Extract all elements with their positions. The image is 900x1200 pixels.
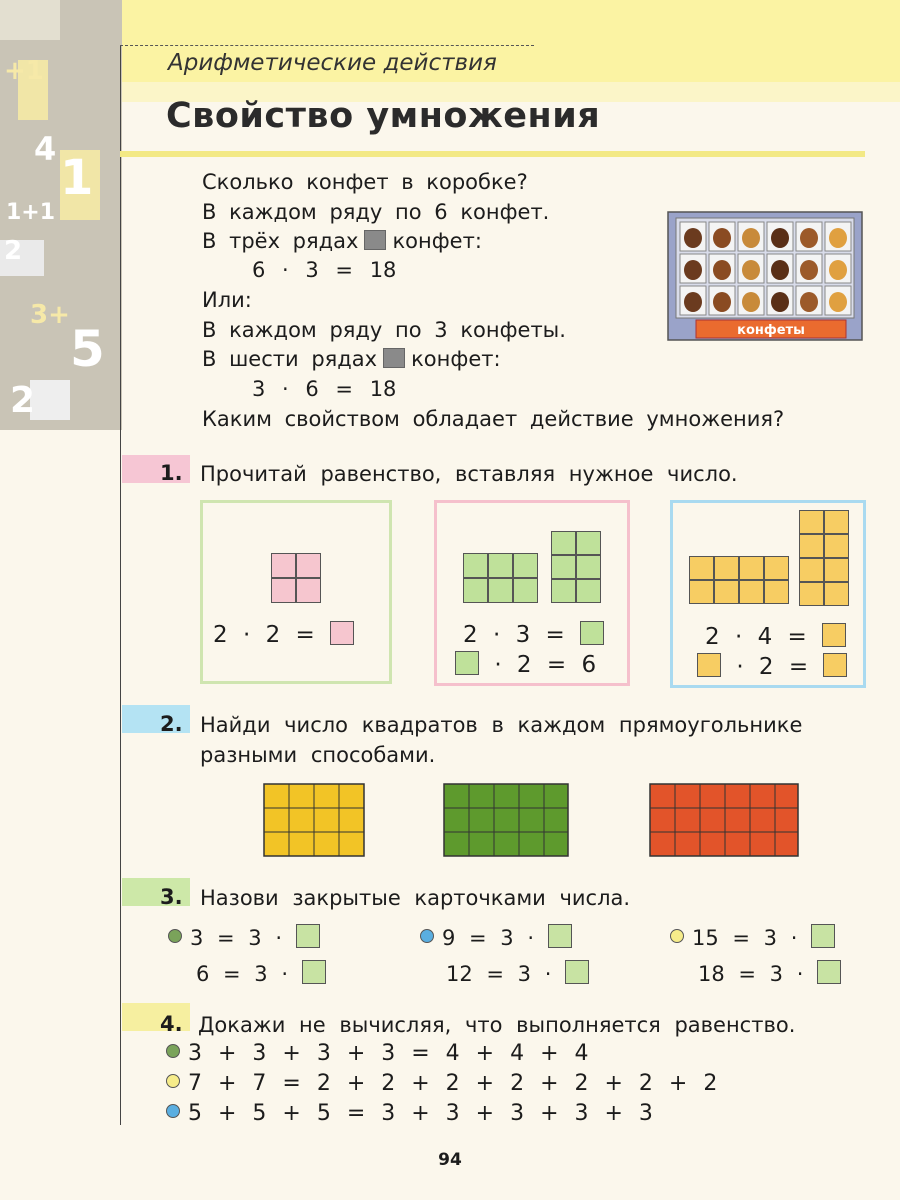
page-title: Свойство умножения bbox=[166, 96, 601, 136]
task1-equation bbox=[463, 621, 604, 648]
equation-text: · 2 = 6 bbox=[494, 652, 597, 678]
task3-item bbox=[420, 924, 572, 950]
task2-text-line1: Найди число квадратов в каждом прямоугольнике bbox=[200, 713, 803, 737]
task3-equation: 9 = 3 · bbox=[442, 926, 535, 950]
equation-text: · 2 = bbox=[736, 654, 809, 680]
equation-3x6: 3 · 6 = 18 bbox=[252, 377, 397, 401]
task4-number: 4. bbox=[160, 1012, 183, 1036]
green-grid-rectangle bbox=[442, 782, 570, 858]
task3-equation: 6 = 3 · bbox=[196, 962, 289, 986]
candy bbox=[713, 228, 731, 248]
task3-equation: 12 = 3 · bbox=[446, 962, 552, 986]
equation-text: 5 + 5 + 5 = 3 + 3 + 3 + 3 + 3 bbox=[188, 1101, 653, 1126]
answer-card bbox=[823, 653, 847, 677]
number-card bbox=[296, 924, 320, 948]
task3-item bbox=[698, 960, 841, 986]
equation-6x3: 6 · 3 = 18 bbox=[252, 258, 397, 282]
grid-cell bbox=[296, 578, 321, 603]
equation-text: 7 + 7 = 2 + 2 + 2 + 2 + 2 + 2 + 2 bbox=[188, 1071, 718, 1096]
candy-box-illustration bbox=[666, 210, 864, 342]
answer-card bbox=[330, 621, 354, 645]
grid-cell bbox=[513, 578, 538, 603]
number-card bbox=[565, 960, 589, 984]
answer-card bbox=[822, 623, 846, 647]
candy bbox=[684, 292, 702, 312]
grid-cell bbox=[296, 553, 321, 578]
task3-equation: 15 = 3 · bbox=[692, 926, 798, 950]
grid-cell bbox=[463, 578, 488, 603]
grid-cell bbox=[714, 580, 739, 604]
task2-text-line2: разными способами. bbox=[200, 743, 436, 767]
equation-text: 2 · 3 = bbox=[463, 622, 565, 648]
candy bbox=[742, 228, 760, 248]
intro-line-rows3 bbox=[202, 229, 482, 253]
grid-cell bbox=[488, 553, 513, 578]
task3-item bbox=[196, 960, 326, 986]
task3-number: 3. bbox=[160, 885, 183, 909]
grid-cell bbox=[764, 580, 789, 604]
intro-line-rows6 bbox=[202, 347, 501, 371]
equation-text: 2 · 4 = bbox=[705, 624, 807, 650]
grid-cell bbox=[551, 555, 576, 579]
grid-cell bbox=[551, 531, 576, 555]
task1-panel-2 bbox=[434, 500, 630, 686]
task2-number: 2. bbox=[160, 712, 183, 736]
candy-box-label: конфеты bbox=[737, 323, 805, 338]
answer-card bbox=[455, 651, 479, 675]
intro-or: Или: bbox=[202, 288, 252, 312]
hidden-number-card bbox=[364, 230, 386, 250]
candy bbox=[713, 292, 731, 312]
red-grid-rectangle bbox=[648, 782, 800, 858]
yellow-dot-icon bbox=[166, 1074, 180, 1088]
margin-line bbox=[120, 45, 121, 1125]
intro-question: Каким свойством обладает действие умножения? bbox=[202, 407, 785, 431]
grid-cell bbox=[799, 558, 824, 582]
candy bbox=[684, 260, 702, 280]
task3-text: Назови закрытые карточками числа. bbox=[200, 886, 631, 910]
task1-equation bbox=[213, 621, 354, 648]
rows3-end: конфет: bbox=[392, 229, 482, 253]
rows6-end: конфет: bbox=[411, 347, 501, 371]
page-number: 94 bbox=[438, 1150, 462, 1170]
grid-cell bbox=[824, 582, 849, 606]
candy bbox=[800, 228, 818, 248]
blue-dot-icon bbox=[166, 1104, 180, 1118]
task3-equation: 18 = 3 · bbox=[698, 962, 804, 986]
grid-cell bbox=[689, 556, 714, 580]
intro-line: Сколько конфет в коробке? bbox=[202, 170, 528, 194]
task1-text: Прочитай равенство, вставляя нужное число. bbox=[200, 462, 738, 486]
grid-cell bbox=[764, 556, 789, 580]
hidden-number-card bbox=[383, 348, 405, 368]
grid-cell bbox=[271, 553, 296, 578]
title-underline bbox=[120, 151, 865, 157]
task3-equation: 3 = 3 · bbox=[190, 926, 283, 950]
grid-cell bbox=[576, 531, 601, 555]
number-card bbox=[811, 924, 835, 948]
task4-equation bbox=[166, 1041, 589, 1066]
task1-equation bbox=[455, 651, 596, 678]
task1-equation bbox=[697, 653, 847, 680]
candy bbox=[829, 292, 847, 312]
number-card bbox=[302, 960, 326, 984]
grid-cell bbox=[739, 556, 764, 580]
section-topic: Арифметические действия bbox=[168, 50, 497, 76]
candy bbox=[742, 292, 760, 312]
intro-line: В каждом ряду по 3 конфеты. bbox=[202, 318, 566, 342]
grid-cell bbox=[551, 579, 576, 603]
grid-cell bbox=[463, 553, 488, 578]
blue-dot-icon bbox=[420, 929, 434, 943]
yellow-grid-rectangle bbox=[262, 782, 366, 858]
grid-cell bbox=[824, 534, 849, 558]
answer-card bbox=[580, 621, 604, 645]
candy bbox=[742, 260, 760, 280]
task4-equation bbox=[166, 1071, 717, 1096]
candy bbox=[800, 260, 818, 280]
grid-cell bbox=[799, 534, 824, 558]
grid-cell bbox=[739, 580, 764, 604]
intro-line: В каждом ряду по 6 конфет. bbox=[202, 200, 550, 224]
task4-text: Докажи не вычисляя, что выполняется равенство. bbox=[198, 1013, 796, 1037]
number-card bbox=[548, 924, 572, 948]
candy bbox=[771, 292, 789, 312]
grid-cell bbox=[271, 578, 296, 603]
grid-cell bbox=[824, 510, 849, 534]
equation-text: 3 + 3 + 3 + 3 = 4 + 4 + 4 bbox=[188, 1041, 589, 1066]
grid-cell bbox=[513, 553, 538, 578]
candy bbox=[684, 228, 702, 248]
equation-text: 2 · 2 = bbox=[213, 622, 315, 648]
candy bbox=[713, 260, 731, 280]
yellow-dot-icon bbox=[670, 929, 684, 943]
candy bbox=[800, 292, 818, 312]
task1-equation bbox=[705, 623, 846, 650]
green-dot-icon bbox=[166, 1044, 180, 1058]
candy bbox=[829, 228, 847, 248]
task3-item bbox=[446, 960, 589, 986]
answer-card bbox=[697, 653, 721, 677]
candy bbox=[771, 228, 789, 248]
decorative-number-strip: +1 4 1 1+1 2 3+ 5 2 bbox=[0, 0, 122, 430]
green-dot-icon bbox=[168, 929, 182, 943]
grid-cell bbox=[576, 579, 601, 603]
task1-number: 1. bbox=[160, 461, 183, 485]
grid-cell bbox=[488, 578, 513, 603]
grid-cell bbox=[689, 580, 714, 604]
rows6-text: В шести рядах bbox=[202, 347, 378, 371]
candy bbox=[829, 260, 847, 280]
grid-cell bbox=[824, 558, 849, 582]
task3-item bbox=[168, 924, 320, 950]
task4-equation bbox=[166, 1101, 653, 1126]
task3-item bbox=[670, 924, 835, 950]
topic-divider bbox=[120, 45, 534, 46]
grid-cell bbox=[799, 582, 824, 606]
rows3-text: В трёх рядах bbox=[202, 229, 359, 253]
grid-cell bbox=[576, 555, 601, 579]
grid-cell bbox=[799, 510, 824, 534]
grid-cell bbox=[714, 556, 739, 580]
task1-panel-3 bbox=[670, 500, 866, 688]
candy bbox=[771, 260, 789, 280]
task1-panel-1 bbox=[200, 500, 392, 684]
number-card bbox=[817, 960, 841, 984]
